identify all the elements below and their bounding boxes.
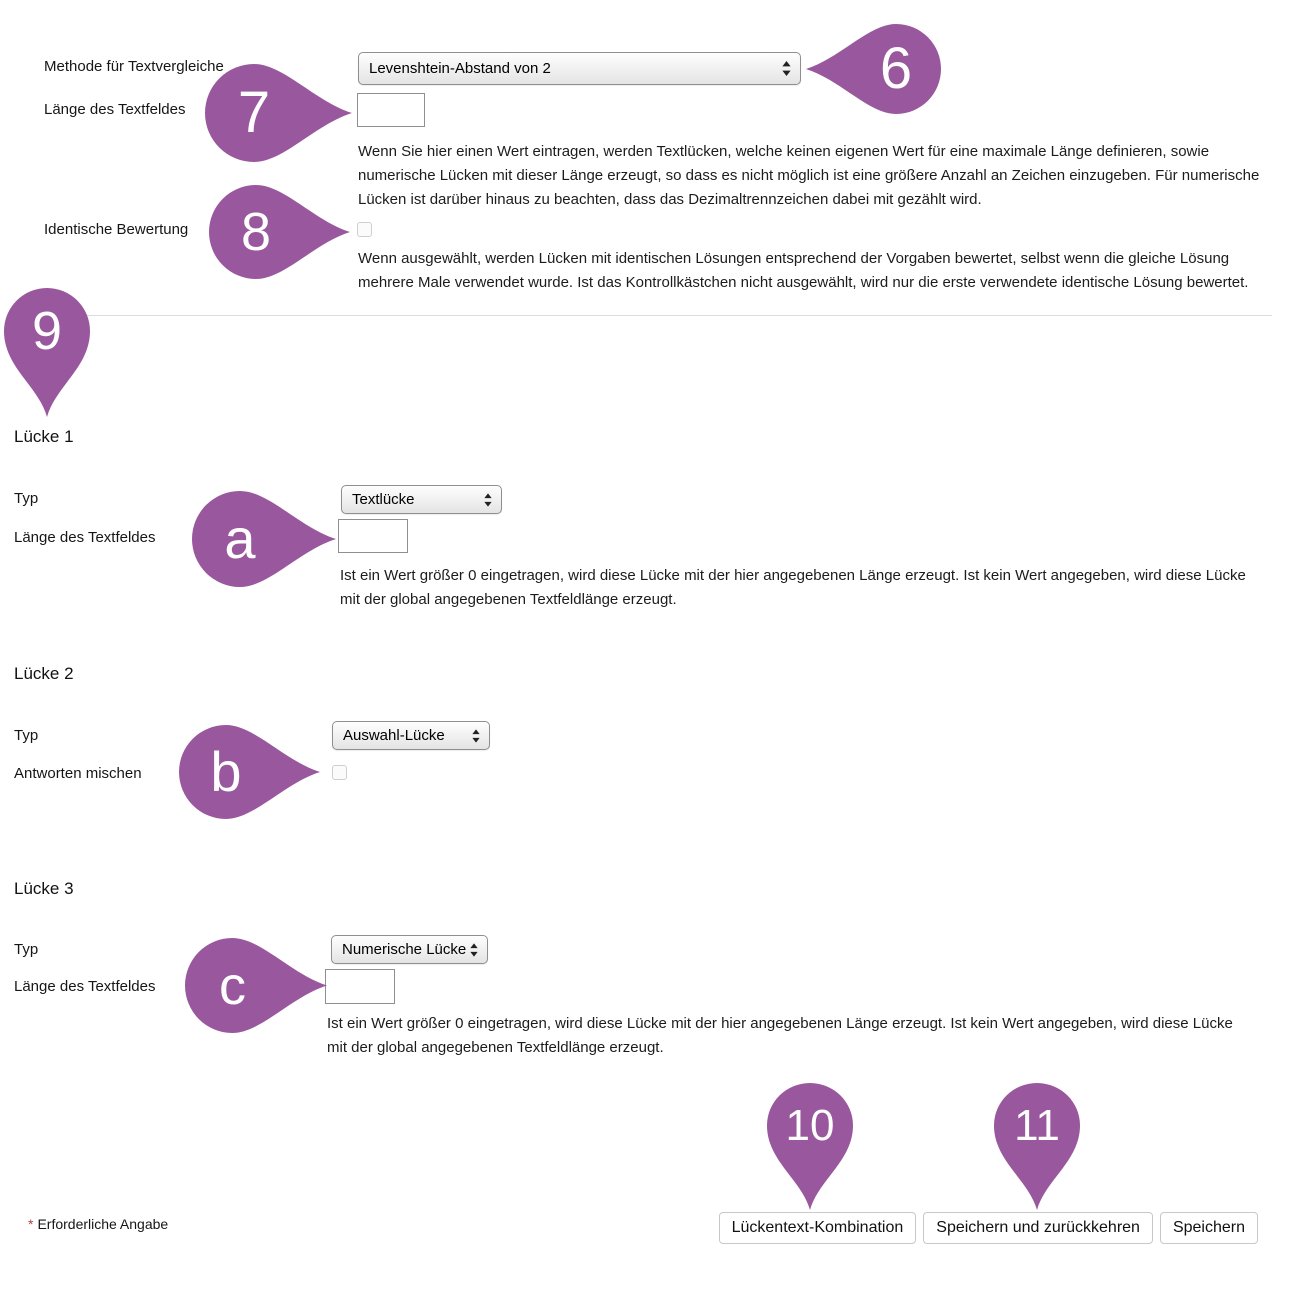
section-divider: [24, 315, 1272, 316]
gap1-title: Lücke 1: [14, 427, 74, 446]
required-note-label: Erforderliche Angabe: [37, 1216, 169, 1232]
identical-scoring-checkbox[interactable]: [357, 222, 372, 237]
required-asterisk: *: [28, 1216, 34, 1232]
select-stepper-icon: [782, 61, 791, 76]
gap2-shuffle-label: Antworten mischen: [14, 765, 142, 782]
pin-label: 9: [31, 301, 63, 361]
cloze-combination-button[interactable]: Lückentext-Kombination: [719, 1212, 917, 1244]
annotation-pin-9: [4, 288, 90, 417]
gap1-length-label: Länge des Textfeldes: [14, 529, 156, 546]
annotation-pin-a: [192, 491, 336, 587]
gap2-type-select[interactable]: [332, 721, 490, 750]
annotation-pin-10: [767, 1083, 853, 1210]
pin-label: a: [224, 507, 256, 570]
footer-button-row: [719, 1212, 1258, 1244]
gap3-type-select-value: Numerische Lücke: [342, 941, 467, 958]
annotation-pin-6: [806, 24, 941, 114]
gap3-title: Lücke 3: [14, 879, 74, 898]
select-stepper-icon: [472, 729, 480, 743]
gap1-length-help: Ist ein Wert größer 0 eingetragen, wird diese Lücke mit der hier angegebenen Länge erzeugt. Ist kein Wert angegeben, wird diese Lücke mit der global angegebenen Textfeldlänge erzeugt.: [340, 567, 1246, 608]
pin-label: 11: [1014, 1101, 1060, 1150]
gap3-length-input[interactable]: [325, 969, 395, 1004]
method-label: Methode für Textvergleiche: [44, 58, 224, 75]
gap2-title: Lücke 2: [14, 664, 74, 683]
save-button[interactable]: Speichern: [1160, 1212, 1258, 1244]
annotation-pin-11: [994, 1083, 1080, 1210]
gap3-length-help: Ist ein Wert größer 0 eingetragen, wird diese Lücke mit der hier angegebenen Länge erzeugt. Ist kein Wert angegeben, wird diese Lücke mit der global angegebenen Textfeldlänge erzeugt.: [327, 1015, 1233, 1056]
global-length-label: Länge des Textfeldes: [44, 101, 186, 118]
pin-label: 8: [240, 202, 272, 262]
select-stepper-icon: [484, 493, 492, 507]
method-select[interactable]: [358, 52, 801, 85]
gap1-type-label: Typ: [14, 490, 39, 507]
annotation-pin-8: [209, 185, 350, 279]
pin-label: c: [219, 955, 246, 1016]
required-note: [28, 1216, 168, 1232]
method-select-value: Levenshtein-Abstand von 2: [369, 60, 551, 77]
global-length-help: Wenn Sie hier einen Wert eintragen, werden Textlücken, welche keinen eigenen Wert für eine maximale Länge definieren, sowie numerische Lücken mit dieser Länge erzeugt, so dass es nicht möglich ist eine größere Anzahl an Zeichen einzugeben. Für numerische Lücken ist darüber hinaus zu beachten, dass das Dezimaltrennzeichen dabei mit gezählt wird.: [358, 143, 1260, 208]
gap2-type-select-value: Auswahl-Lücke: [343, 727, 445, 744]
annotation-pin-c: [185, 938, 327, 1033]
gap2-shuffle-checkbox[interactable]: [332, 765, 347, 780]
identical-scoring-label: Identische Bewertung: [44, 221, 189, 238]
gap1-type-select-value: Textlücke: [352, 491, 415, 508]
pin-label: b: [210, 740, 242, 803]
gap1-length-input[interactable]: [338, 519, 408, 553]
pin-label: 7: [237, 80, 271, 145]
global-length-input[interactable]: [357, 93, 425, 127]
gap3-type-select[interactable]: [331, 935, 488, 964]
save-and-return-button[interactable]: Speichern und zurückkehren: [923, 1212, 1153, 1244]
gap2-type-label: Typ: [14, 727, 39, 744]
gap3-length-label: Länge des Textfeldes: [14, 978, 156, 995]
pin-label: 10: [785, 1101, 835, 1150]
select-stepper-icon: [470, 943, 478, 957]
annotation-pin-7: [205, 64, 352, 162]
gap1-type-select[interactable]: [341, 485, 502, 514]
annotation-pin-b: [179, 725, 320, 819]
gap3-type-label: Typ: [14, 941, 39, 958]
identical-scoring-help: Wenn ausgewählt, werden Lücken mit identischen Lösungen entsprechend der Vorgaben bewertet, selbst wenn die gleiche Lösung mehrere Male verwendet wurde. Ist das Kontrollkästchen nicht ausgewählt, wird nur die erste verwendete identische Lösung bewertet.: [358, 250, 1249, 291]
pin-label: 6: [879, 36, 913, 101]
